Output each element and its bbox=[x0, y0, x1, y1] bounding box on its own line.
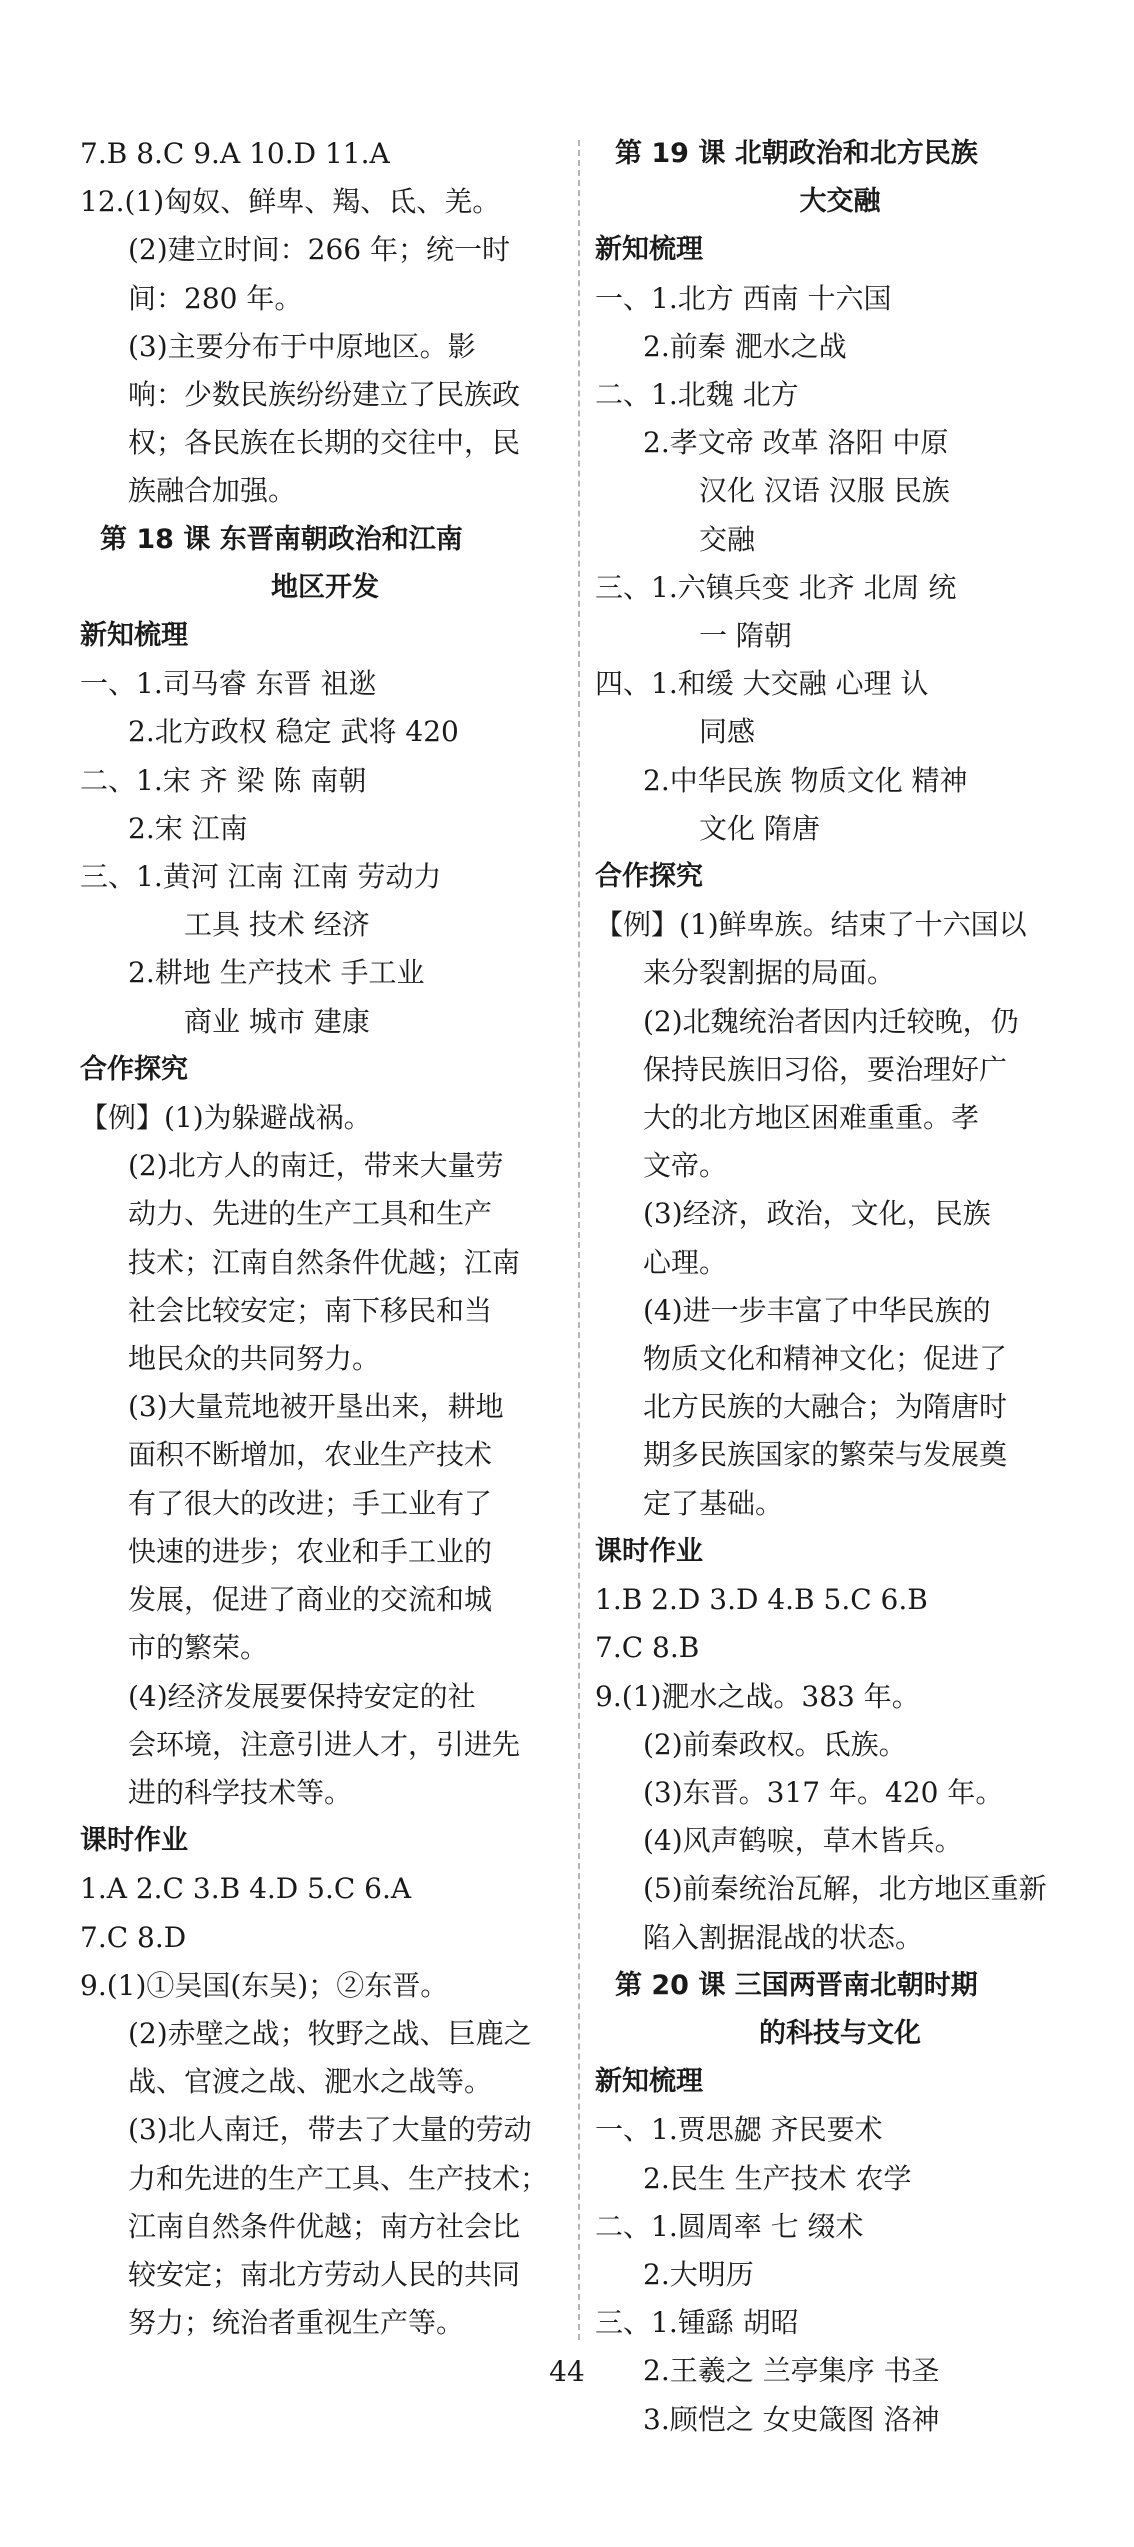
section-heading: 课时作业 bbox=[595, 1535, 703, 1567]
text-line: 有了很大的改进；手工业有了 bbox=[128, 1486, 493, 1520]
text-line: 三、1.六镇兵变 北齐 北周 统 bbox=[595, 570, 957, 604]
page-number: 44 bbox=[549, 2355, 585, 2388]
text-line: (4)进一步丰富了中华民族的 bbox=[643, 1293, 991, 1327]
text-line: (4)风声鹤唳，草木皆兵。 bbox=[643, 1824, 963, 1858]
text-line: 较安定；南北方劳动人民的共同 bbox=[128, 2257, 521, 2291]
text-line: 地民众的共同努力。 bbox=[128, 1342, 381, 1376]
text-line: 2.北方政权 稳定 武将 420 bbox=[128, 715, 459, 749]
text-line: 权；各民族在长期的交往中，民 bbox=[128, 426, 521, 460]
text-line: 定了基础。 bbox=[643, 1486, 784, 1520]
lesson-title: 第 20 课 三国两晋南北朝时期 bbox=[615, 1969, 978, 2001]
text-line: 2.王羲之 兰亭集序 书圣 bbox=[643, 2354, 940, 2388]
text-line: 交融 bbox=[699, 522, 756, 556]
section-heading: 合作探究 bbox=[80, 1053, 188, 1085]
text-line: 汉化 汉语 汉服 民族 bbox=[699, 474, 950, 508]
text-line: 二、1.北魏 北方 bbox=[595, 378, 799, 412]
text-line: 三、1.锺繇 胡昭 bbox=[595, 2306, 799, 2340]
text-line: (3)东晋。317 年。420 年。 bbox=[643, 1775, 1004, 1809]
text-line: 努力；统治者重视生产等。 bbox=[128, 2306, 465, 2340]
text-line: 战、官渡之战、淝水之战等。 bbox=[128, 2065, 493, 2099]
text-line: 工具 技术 经济 bbox=[184, 908, 370, 942]
text-line: 技术；江南自然条件优越；江南 bbox=[128, 1245, 521, 1279]
text-line: 【例】(1)鲜卑族。结束了十六国以 bbox=[595, 908, 1027, 942]
lesson-title: 第 18 课 东晋南朝政治和江南 bbox=[100, 523, 463, 555]
text-line: 动力、先进的生产工具和生产 bbox=[128, 1197, 493, 1231]
text-line: (3)北人南迁，带去了大量的劳动 bbox=[128, 2113, 532, 2147]
text-line: (3)经济，政治，文化，民族 bbox=[643, 1197, 991, 1231]
text-line: 市的繁荣。 bbox=[128, 1631, 269, 1665]
section-heading: 课时作业 bbox=[80, 1825, 188, 1857]
text-line: (2)北方人的南迁，带来大量劳 bbox=[128, 1149, 504, 1183]
text-line: 大的北方地区困难重重。孝 bbox=[643, 1101, 980, 1135]
text-line: 12.(1)匈奴、鲜卑、羯、氐、羌。 bbox=[80, 185, 501, 219]
text-line: 三、1.黄河 江南 江南 劳动力 bbox=[80, 860, 442, 894]
text-line: 间：280 年。 bbox=[128, 281, 303, 315]
text-line: 二、1.圆周率 七 缀术 bbox=[595, 2209, 864, 2243]
text-line: 进的科学技术等。 bbox=[128, 1775, 353, 1809]
text-line: 响：少数民族纷纷建立了民族政 bbox=[128, 378, 521, 412]
text-line: (3)大量荒地被开垦出来，耕地 bbox=[128, 1390, 504, 1424]
text-line: 面积不断增加，农业生产技术 bbox=[128, 1438, 493, 1472]
text-line: 力和先进的生产工具、生产技术； bbox=[128, 2161, 549, 2195]
text-line: 物质文化和精神文化；促进了 bbox=[643, 1342, 1008, 1376]
text-line: 会环境，注意引进人才，引进先 bbox=[128, 1727, 521, 1761]
text-line: 心理。 bbox=[643, 1245, 728, 1279]
text-line: 发展，促进了商业的交流和城 bbox=[128, 1583, 493, 1617]
lesson-title: 地区开发 bbox=[271, 571, 379, 603]
lesson-title: 的科技与文化 bbox=[759, 2017, 921, 2049]
text-line: 来分裂割据的局面。 bbox=[643, 956, 896, 990]
text-line: 一、1.司马睿 东晋 祖逖 bbox=[80, 667, 377, 701]
text-line: 【例】(1)为躲避战祸。 bbox=[80, 1101, 372, 1135]
text-line: 社会比较安定；南下移民和当 bbox=[128, 1293, 493, 1327]
text-line: 期多民族国家的繁荣与发展奠 bbox=[643, 1438, 1008, 1472]
section-heading: 新知梳理 bbox=[80, 620, 188, 652]
text-line: 7.C 8.B bbox=[595, 1631, 700, 1665]
text-line: 快速的进步；农业和手工业的 bbox=[128, 1534, 493, 1568]
text-line: 2.宋 江南 bbox=[128, 811, 248, 845]
column-divider bbox=[578, 140, 580, 2340]
text-line: 2.耕地 生产技术 手工业 bbox=[128, 956, 425, 990]
text-line: 江南自然条件优越；南方社会比 bbox=[128, 2209, 521, 2243]
text-line: 2.前秦 淝水之战 bbox=[643, 329, 847, 363]
section-heading: 合作探究 bbox=[595, 861, 703, 893]
right-column bbox=[595, 130, 1085, 2444]
text-line: 一、1.北方 西南 十六国 bbox=[595, 281, 892, 315]
text-line: 1.B 2.D 3.D 4.B 5.C 6.B bbox=[595, 1583, 928, 1617]
section-heading: 新知梳理 bbox=[595, 2066, 703, 2098]
text-line: (2)前秦政权。氐族。 bbox=[643, 1727, 907, 1761]
text-line: 族融合加强。 bbox=[128, 474, 297, 508]
text-line: (2)赤壁之战；牧野之战、巨鹿之 bbox=[128, 2016, 532, 2050]
text-line: 2.民生 生产技术 农学 bbox=[643, 2161, 912, 2195]
text-line: 二、1.宋 齐 梁 陈 南朝 bbox=[80, 763, 367, 797]
text-line: 一 隋朝 bbox=[699, 619, 792, 653]
text-line: 1.A 2.C 3.B 4.D 5.C 6.A bbox=[80, 1872, 412, 1906]
text-line: (3)主要分布于中原地区。影 bbox=[128, 329, 476, 363]
lesson-title: 大交融 bbox=[799, 186, 881, 218]
text-line: (2)北魏统治者因内迁较晚，仍 bbox=[643, 1004, 1019, 1038]
text-line: 文帝。 bbox=[643, 1149, 728, 1183]
text-line: 北方民族的大融合；为隋唐时 bbox=[643, 1390, 1008, 1424]
text-line: 商业 城市 建康 bbox=[184, 1004, 370, 1038]
lesson-title: 第 19 课 北朝政治和北方民族 bbox=[615, 138, 978, 169]
section-heading: 新知梳理 bbox=[595, 234, 703, 266]
text-line: 陷入割据混战的状态。 bbox=[643, 1920, 924, 1954]
text-line: (4)经济发展要保持安定的社 bbox=[128, 1679, 476, 1713]
text-line: 2.大明历 bbox=[643, 2257, 754, 2291]
text-line: 保持民族旧习俗，要治理好广 bbox=[643, 1052, 1008, 1086]
text-line: 四、1.和缓 大交融 心理 认 bbox=[595, 667, 929, 701]
text-line: 3.顾恺之 女史箴图 洛神 bbox=[643, 2402, 940, 2436]
text-line: 7.C 8.D bbox=[80, 1920, 187, 1954]
text-line: 2.孝文帝 改革 洛阳 中原 bbox=[643, 426, 949, 460]
text-line: 9.(1)①吴国(东吴)；②东晋。 bbox=[80, 1968, 449, 2002]
text-line: 文化 隋唐 bbox=[699, 811, 820, 845]
text-line: (2)建立时间：266 年；统一时 bbox=[128, 233, 511, 267]
text-line: 9.(1)淝水之战。383 年。 bbox=[595, 1679, 920, 1713]
left-column bbox=[80, 130, 570, 2347]
text-line: 2.中华民族 物质文化 精神 bbox=[643, 763, 968, 797]
text-line: 同感 bbox=[699, 715, 756, 749]
text-line: (5)前秦统治瓦解，北方地区重新 bbox=[643, 1872, 1047, 1906]
text-line: 7.B 8.C 9.A 10.D 11.A bbox=[80, 137, 390, 170]
text-line: 一、1.贾思勰 齐民要术 bbox=[595, 2113, 883, 2147]
